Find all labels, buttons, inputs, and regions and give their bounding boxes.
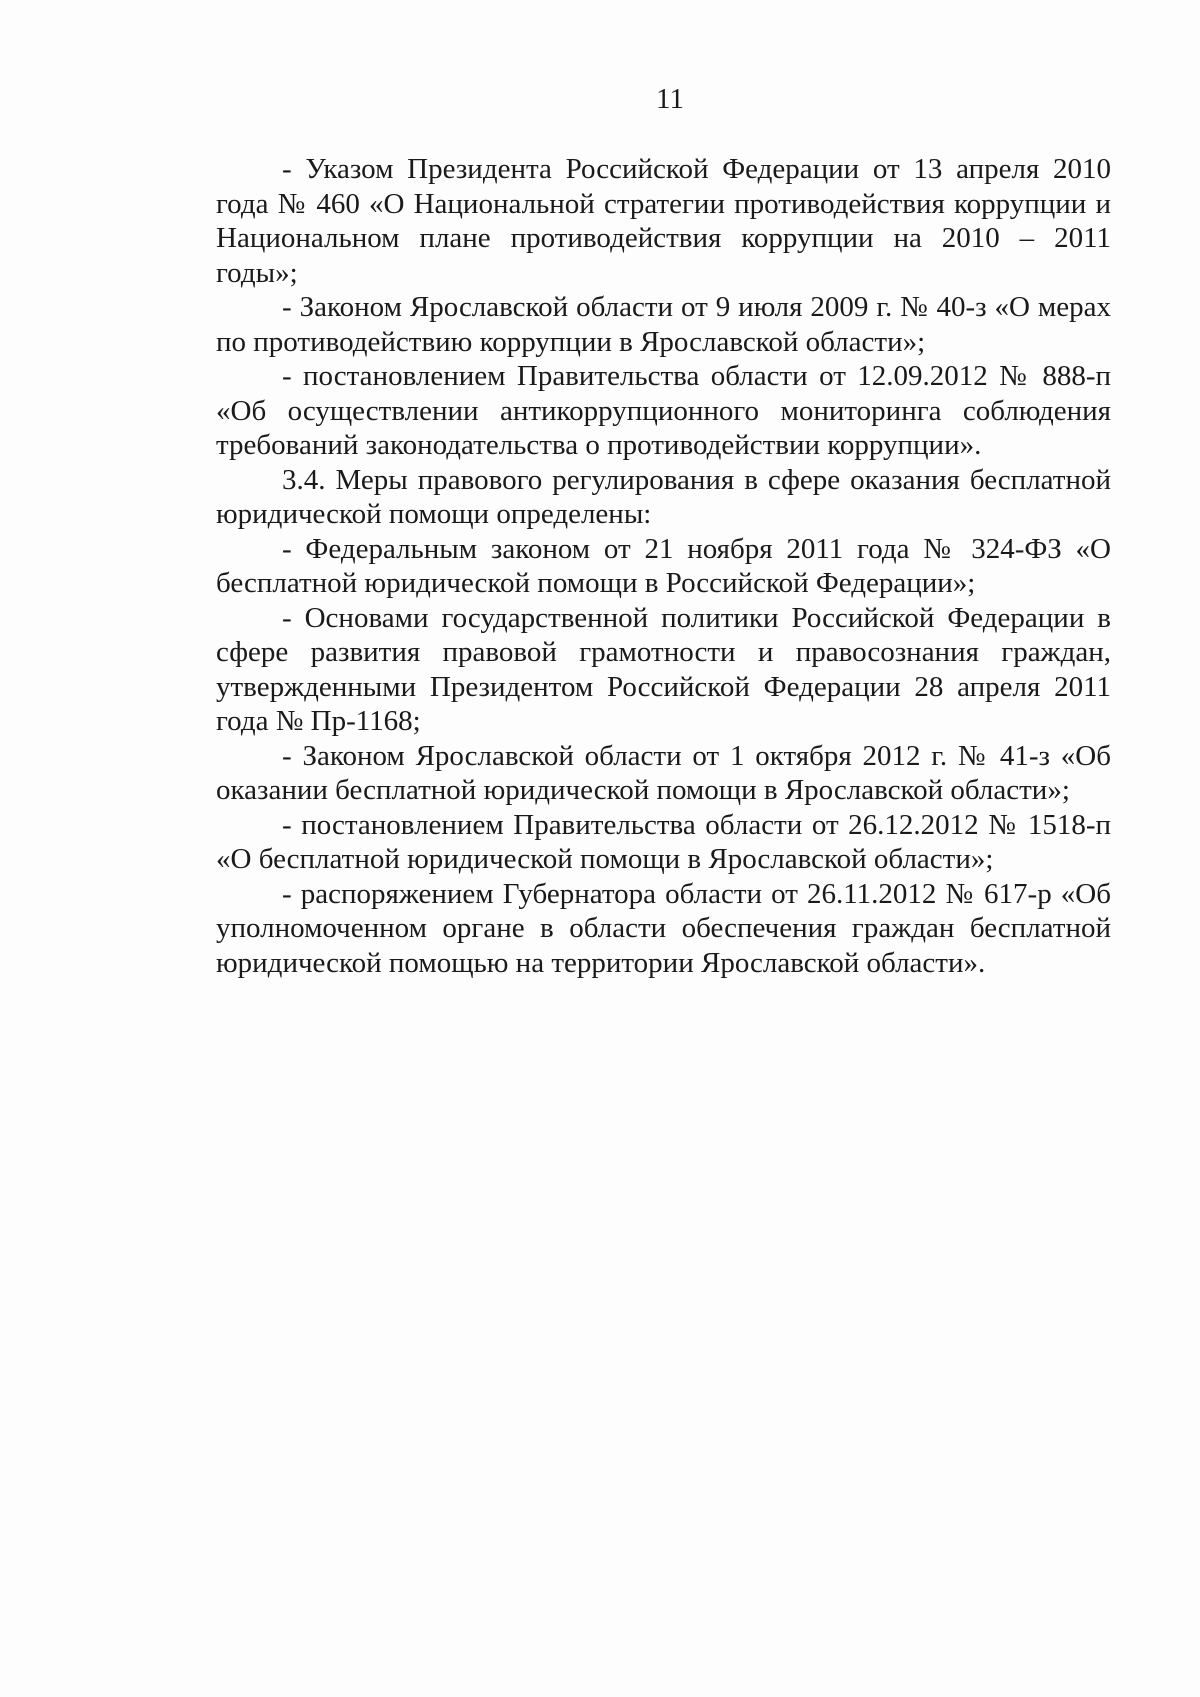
paragraph-federal-law-324: - Федеральным законом от 21 ноября 2011 года № 324-ФЗ «О бесплатной юридической помощи в Российской Федерации»; [216, 532, 1111, 599]
paragraph-resolution-888-p: - постановлением Правительства области от 12.09.2012 № 888-п «Об осуществлении антикоррупционного мониторинга соблюдения требований законодательства о противодействии коррупции». [216, 360, 1111, 461]
paragraph-section-3-4: 3.4. Меры правового регулирования в сфере оказания бесплатной юридической помощи определены: [216, 463, 1111, 530]
paragraph-law-yaroslavl-2009: - Законом Ярославской области от 9 июля 2009 г. № 40-з «О мерах по противодействию коррупции в Ярославской области»; [216, 291, 1111, 358]
paragraph-law-yaroslavl-2012: - Законом Ярославской области от 1 октября 2012 г. № 41-з «Об оказании бесплатной юридической помощи в Ярославской области»; [216, 739, 1111, 806]
paragraph-resolution-1518-p: - постановлением Правительства области от 26.12.2012 № 1518-п «О бесплатной юридической помощи в Ярославской области»; [216, 808, 1111, 875]
paragraph-order-617-r: - распоряжением Губернатора области от 26.11.2012 № 617-р «Об уполномоченном органе в области обеспечения граждан бесплатной юридической помощью на территории Ярославской области». [216, 877, 1111, 979]
paragraph-state-policy-basics: - Основами государственной политики Российской Федерации в сфере развития правовой грамотности и правосознания граждан, утвержденными Президентом Российской Федерации 28 апреля 2011 года № Пр-1168; [216, 601, 1111, 737]
page-number: 11 [656, 83, 684, 115]
paragraph-decree-president-2010: - Указом Президента Российской Федерации от 13 апреля 2010 года № 460 «О Национальной стратегии противодействия коррупции и Национальном плане противодействия коррупции на 2010 – 2011 годы»; [216, 153, 1111, 289]
document-body [216, 152, 1111, 980]
